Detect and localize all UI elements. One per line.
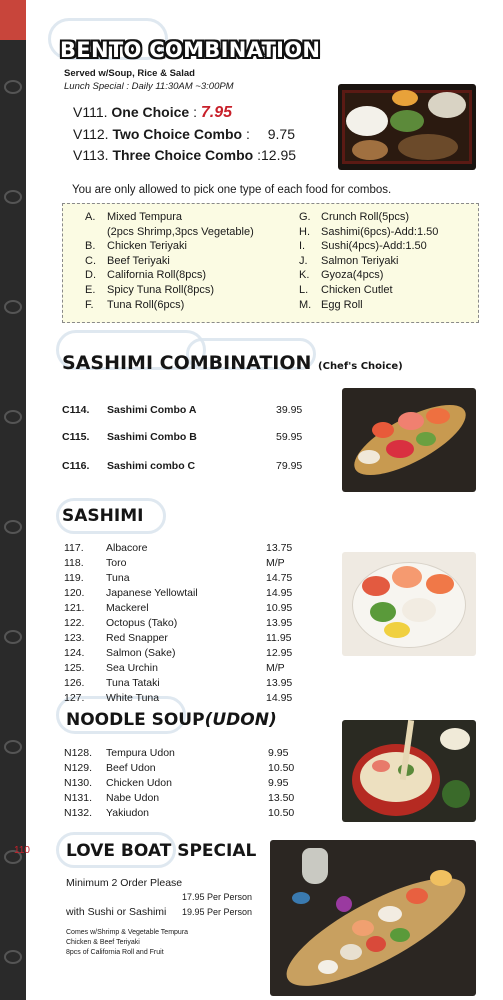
spine-ornament <box>4 950 22 964</box>
choice-item: J. Salmon Teriyaki <box>299 254 399 267</box>
choice-item: L. Chicken Cutlet <box>299 283 393 296</box>
love-boat-photo <box>270 840 476 996</box>
menu-page: BENTO COMBINATION Served w/Soup, Rice & Salad Lunch Special : Daily 11:30AM ~3:00PM V111. One Choice : 7.95 V112. Two Choice Combo : 9.75 V113. Three Choice Combo :12.95 You are only allowed to pick one type of each food for combos. A. Mixed Tempura (2pcs Shrimp,3pcs Vegetable) B. Chicken Teriyaki C. Beef Teriyaki D. California Roll(8pcs) E. Spicy Tuna Roll(8pcs) F. Tuna Roll(6pcs) G. Crunch Roll(5pcs) H. Sashimi(6pcs)-Add:1.50 I. Sushi(4pcs)-Add:1.50 J. Salmon Teriyaki K. Gyoza(4pcs) L. Chicken Cutlet M. Egg Roll SASHIMI COMBINATION (Chef's Choice) C114. Sashimi Combo A 39.95 C115. Sashimi Combo B 59.95 C116. Sashimi combo C 79.95 SASHIMI 117. Albacore 13.75 118. Toro M/P 119. Tuna 14.75 120. Japanese Yellowtail 14.95 121. Mackerel 10.95 122. Octopus (Tako) 13.95 123. Red Snapper 11.95 124. Salmon (Sake) 12.95 125. Sea Urchin M/P 126. Tuna Tataki 13.95 127. White Tuna 14.95 NOODLE SOUP(UDON) N128. Tempura Udon 9.95 N129. Beef Udon 10.50 N130. Chicken Udon 9.95 N131. Nabe Udon 13.50 N132. Yakiudon 10.50 LOVE BOAT SPECIAL Minimum 2 Order Please 17.95 Per Person with Sushi or Sashimi 19.95 Per Person Comes w/Shrimp & Vegetable Tempura Chicken & Beef Teriyaki 8pcs of California Roll and Fruit <box>26 0 503 1000</box>
spine-ornament <box>4 630 22 644</box>
sashimi-photo <box>342 552 476 656</box>
bento-item: V111. One Choice : 7.95 <box>73 104 233 121</box>
bento-photo <box>338 84 476 170</box>
sashimi-combo-title: SASHIMI COMBINATION (Chef's Choice) <box>62 352 403 374</box>
bento-title: BENTO COMBINATION <box>60 38 321 62</box>
noodle-title: NOODLE SOUP(UDON) <box>66 710 277 730</box>
noodle-title-udon: (UDON) <box>204 710 277 730</box>
love-boat-minimum: Minimum 2 Order Please <box>66 877 183 889</box>
bento-served-note: Served w/Soup, Rice & Salad <box>64 68 195 79</box>
bento-special-note: Lunch Special : Daily 11:30AM ~3:00PM <box>64 81 234 92</box>
bento-item: V112. Two Choice Combo : 9.75 <box>73 126 295 142</box>
choice-column-left <box>85 210 254 312</box>
bento-item: V113. Three Choice Combo :12.95 <box>73 147 297 163</box>
choice-item: K. Gyoza(4pcs) <box>299 269 384 282</box>
spine-ornament <box>4 190 22 204</box>
love-boat-title: LOVE BOAT SPECIAL <box>66 841 257 861</box>
spine-ornament <box>4 80 22 94</box>
page-number: 110 <box>14 845 30 856</box>
choice-item: D. California Roll(8pcs) <box>85 269 207 282</box>
choice-item: I. Sushi(4pcs)-Add:1.50 <box>299 240 427 253</box>
choice-item: A. Mixed Tempura <box>85 211 182 223</box>
choice-item: (2pcs Shrimp,3pcs Vegetable) <box>107 225 254 238</box>
love-boat-desc: Comes w/Shrimp & Vegetable Tempura <box>66 929 189 936</box>
spine-ornament <box>4 410 22 424</box>
love-boat-price-2: 19.95 Per Person <box>182 907 253 917</box>
love-boat-desc: 8pcs of California Roll and Fruit <box>66 949 164 956</box>
udon-photo <box>342 720 476 822</box>
choice-item: C. Beef Teriyaki <box>85 254 170 267</box>
choice-item: E. Spicy Tuna Roll(8pcs) <box>85 283 214 296</box>
sashimi-title: SASHIMI <box>62 506 144 526</box>
choice-item: M. Egg Roll <box>299 298 363 311</box>
choice-item: F. Tuna Roll(6pcs) <box>85 298 185 311</box>
choice-item: H. Sashimi(6pcs)-Add:1.50 <box>299 225 439 238</box>
love-boat-price-1: 17.95 Per Person <box>182 892 253 902</box>
choice-column-right <box>299 210 438 312</box>
love-boat-desc: Chicken & Beef Teriyaki <box>66 939 140 946</box>
choice-item: G. Crunch Roll(5pcs) <box>299 211 410 223</box>
sashimi-combo-subtitle: (Chef's Choice) <box>318 361 403 372</box>
spine-ornament <box>4 520 22 534</box>
spine-ornament <box>4 300 22 314</box>
love-boat-with-label: with Sushi or Sashimi <box>66 906 167 918</box>
spine-red-block <box>0 0 26 40</box>
sashimi-combo-photo <box>342 388 476 492</box>
combo-rule-note: You are only allowed to pick one type of each food for combos. <box>72 184 392 196</box>
choice-item: B. Chicken Teriyaki <box>85 240 187 253</box>
spine-ornament <box>4 740 22 754</box>
choice-list-box <box>62 203 479 323</box>
